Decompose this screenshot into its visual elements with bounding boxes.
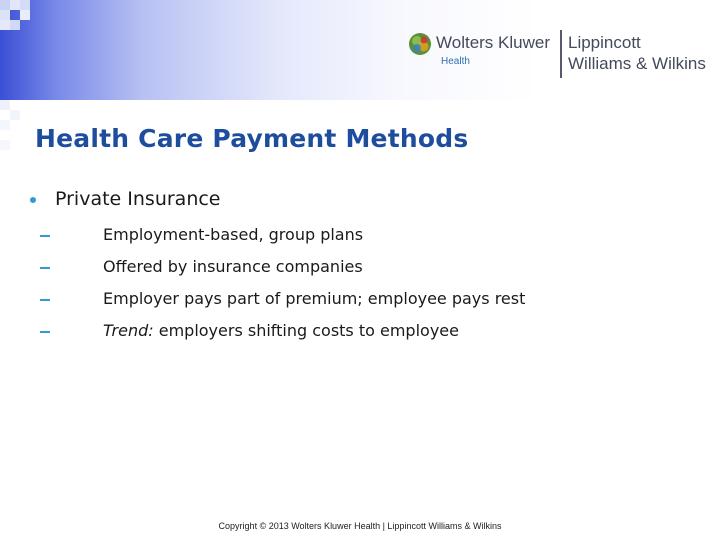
sub-bullet-text: Employment-based, group plans	[103, 225, 364, 244]
company-name: Wolters Kluwer	[436, 33, 550, 52]
publisher-line-1: Lippincott	[568, 33, 641, 52]
sub-bullet-item	[30, 222, 700, 254]
decorative-corner-squares	[0, 0, 30, 200]
dash-icon	[40, 299, 50, 301]
sub-bullet-item	[30, 318, 700, 350]
copyright-footer: Copyright © 2013 Wolters Kluwer Health | Lippincott Williams & Wilkins	[218, 521, 502, 531]
sub-bullet-list	[30, 222, 700, 350]
bullet-dot-icon	[30, 197, 36, 203]
trend-label: Trend:	[103, 321, 154, 340]
sub-bullet-text	[103, 321, 459, 340]
bullet-list	[30, 186, 700, 350]
bullet-text: Private Insurance	[55, 188, 221, 210]
bullet-item	[30, 186, 700, 216]
dash-icon	[40, 235, 50, 237]
publisher-logo	[408, 26, 718, 82]
logo-divider	[560, 30, 562, 78]
division-name: Health	[441, 56, 470, 67]
dash-icon	[40, 267, 50, 269]
trend-text: employers shifting costs to employee	[153, 321, 459, 340]
slide-title: Health Care Payment Methods	[35, 124, 469, 153]
publisher-name	[568, 32, 706, 74]
publisher-line-2: Williams & Wilkins	[568, 54, 706, 73]
dash-icon	[40, 331, 50, 333]
wolters-kluwer-globe-icon	[408, 32, 432, 56]
sub-bullet-item	[30, 286, 700, 318]
sub-bullet-text: Offered by insurance companies	[103, 257, 363, 276]
sub-bullet-item	[30, 254, 700, 286]
sub-bullet-text: Employer pays part of premium; employee pays rest	[103, 289, 526, 308]
